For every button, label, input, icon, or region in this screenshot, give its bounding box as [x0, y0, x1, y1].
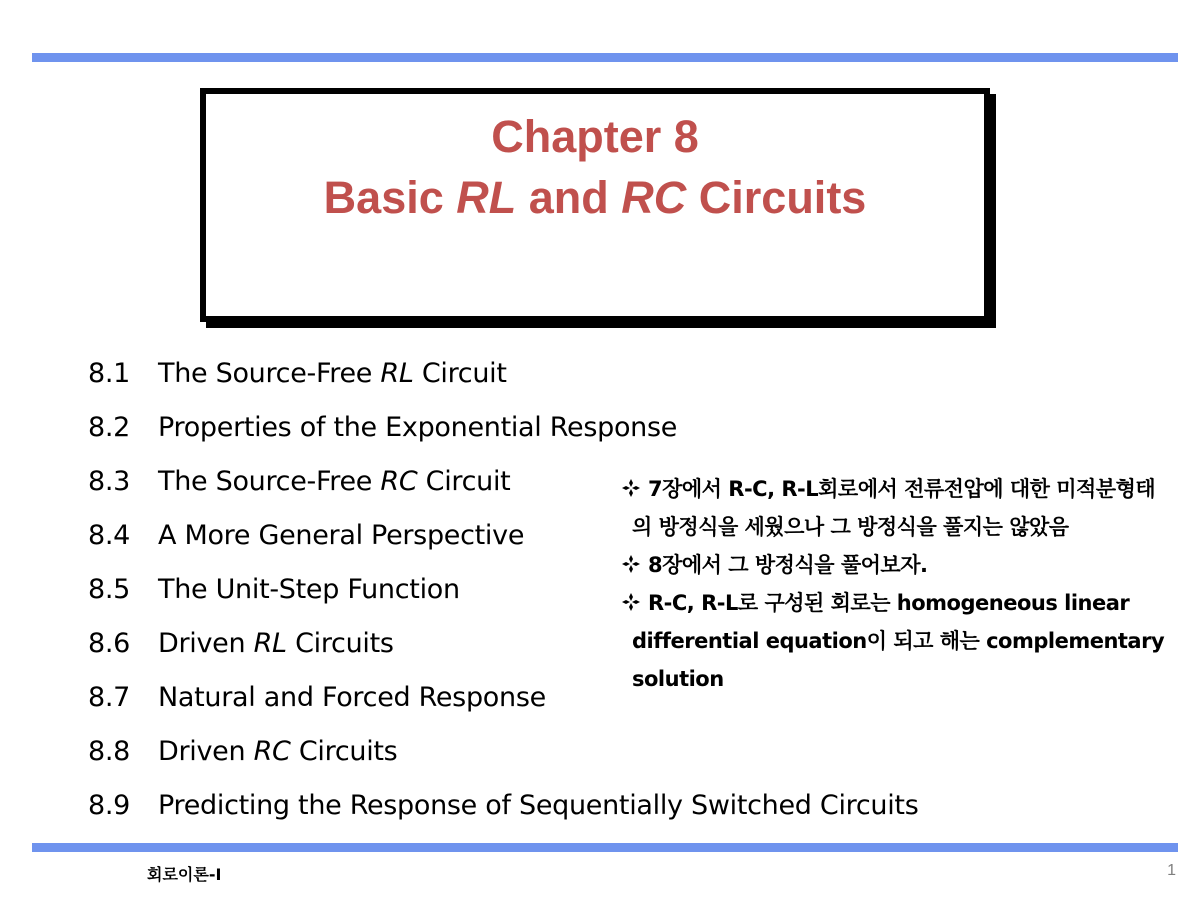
footer-course-name: 회로이론-I: [147, 865, 222, 884]
toc-item: 8.5 The Unit-Step Function: [88, 574, 460, 605]
bottom-rule: [32, 843, 1178, 852]
toc-item: 8.3 The Source-Free RC Circuit: [88, 466, 511, 497]
chapter-title: Basic RL and RC Circuits: [323, 172, 867, 223]
toc-item: 8.7 Natural and Forced Response: [88, 682, 546, 713]
diamond-bullet-icon: [622, 584, 648, 622]
note-item: 7장에서 R-C, R-L회로에서 전류전압에 대한 미적분형태의 방정식을 세웠으나 그 방정식을 풀지는 않았음: [622, 470, 1167, 546]
note-item: 8장에서 그 방정식을 풀어보자.: [622, 546, 1167, 584]
chapter-number: Chapter 8: [491, 111, 699, 162]
toc-item: 8.2 Properties of the Exponential Response: [88, 412, 678, 443]
title-box: [200, 88, 990, 322]
toc-item: 8.6 Driven RL Circuits: [88, 628, 394, 659]
toc-item: 8.1 The Source-Free RL Circuit: [88, 358, 507, 389]
toc-item: 8.9 Predicting the Response of Sequentially Switched Circuits: [88, 790, 919, 821]
toc-item: 8.4 A More General Perspective: [88, 520, 525, 551]
diamond-bullet-icon: [622, 470, 648, 508]
note-item: R-C, R-L로 구성된 회로는 homogeneous linear differential equation이 되고 해는 complementary solution: [622, 584, 1167, 698]
toc-item: 8.8 Driven RC Circuits: [88, 736, 398, 767]
page-number: 1: [1167, 862, 1176, 879]
top-rule: [32, 53, 1178, 62]
diamond-bullet-icon: [622, 546, 648, 584]
notes-box: [622, 470, 1167, 698]
